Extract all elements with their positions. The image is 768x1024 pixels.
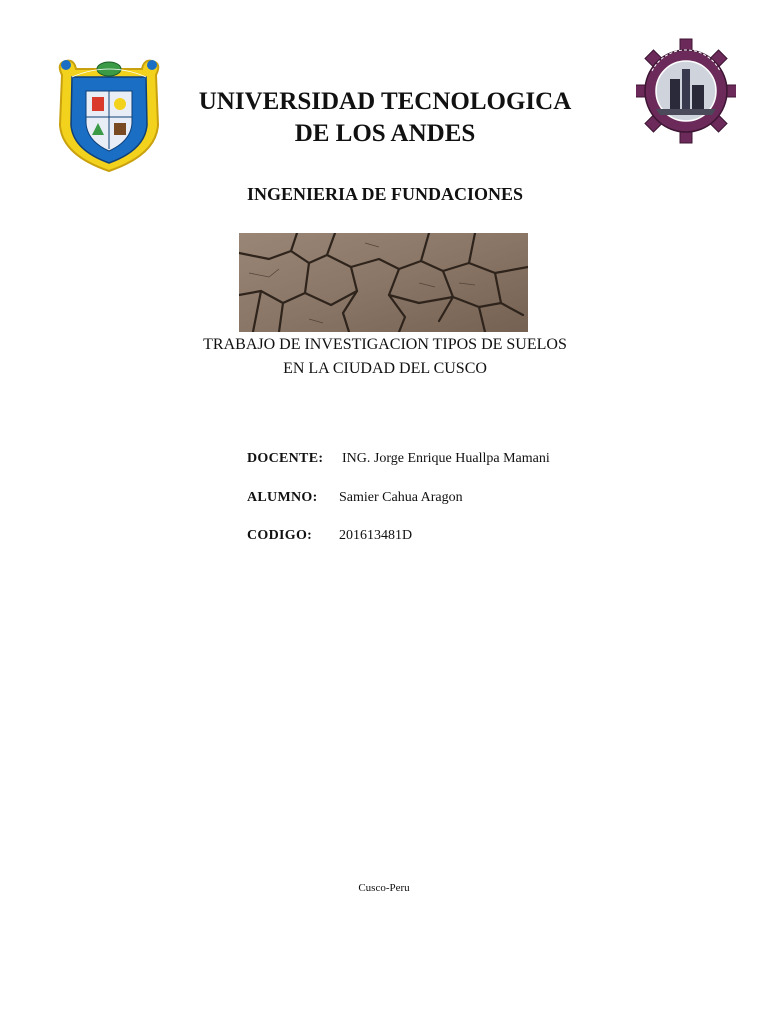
university-name-line1: UNIVERSIDAD TECNOLOGICA — [198, 88, 572, 115]
location-footer: Cusco-Peru — [358, 882, 410, 894]
docente-value: ING. Jorge Enrique Huallpa Mamani — [342, 451, 550, 466]
codigo-value: 201613481D — [339, 528, 413, 543]
alumno-label: ALUMNO: — [247, 490, 318, 505]
alumno-value: Samier Cahua Aragon — [339, 490, 463, 505]
alumno-row — [247, 490, 463, 506]
work-title-line1: TRABAJO DE INVESTIGACION TIPOS DE SUELOS — [203, 336, 567, 353]
university-logo — [52, 55, 166, 175]
course-name: INGENIERIA DE FUNDACIONES — [246, 184, 524, 204]
university-name — [160, 86, 610, 150]
docente-row — [247, 451, 550, 467]
codigo-row — [247, 528, 413, 544]
civil-engineering-logo — [636, 38, 736, 144]
cracked-soil-image — [239, 233, 528, 332]
work-title — [120, 333, 650, 381]
docente-label: DOCENTE: — [247, 451, 324, 466]
university-name-line2: DE LOS ANDES — [294, 120, 476, 147]
work-title-line2: EN LA CIUDAD DEL CUSCO — [283, 360, 487, 377]
codigo-label: CODIGO: — [247, 528, 313, 543]
